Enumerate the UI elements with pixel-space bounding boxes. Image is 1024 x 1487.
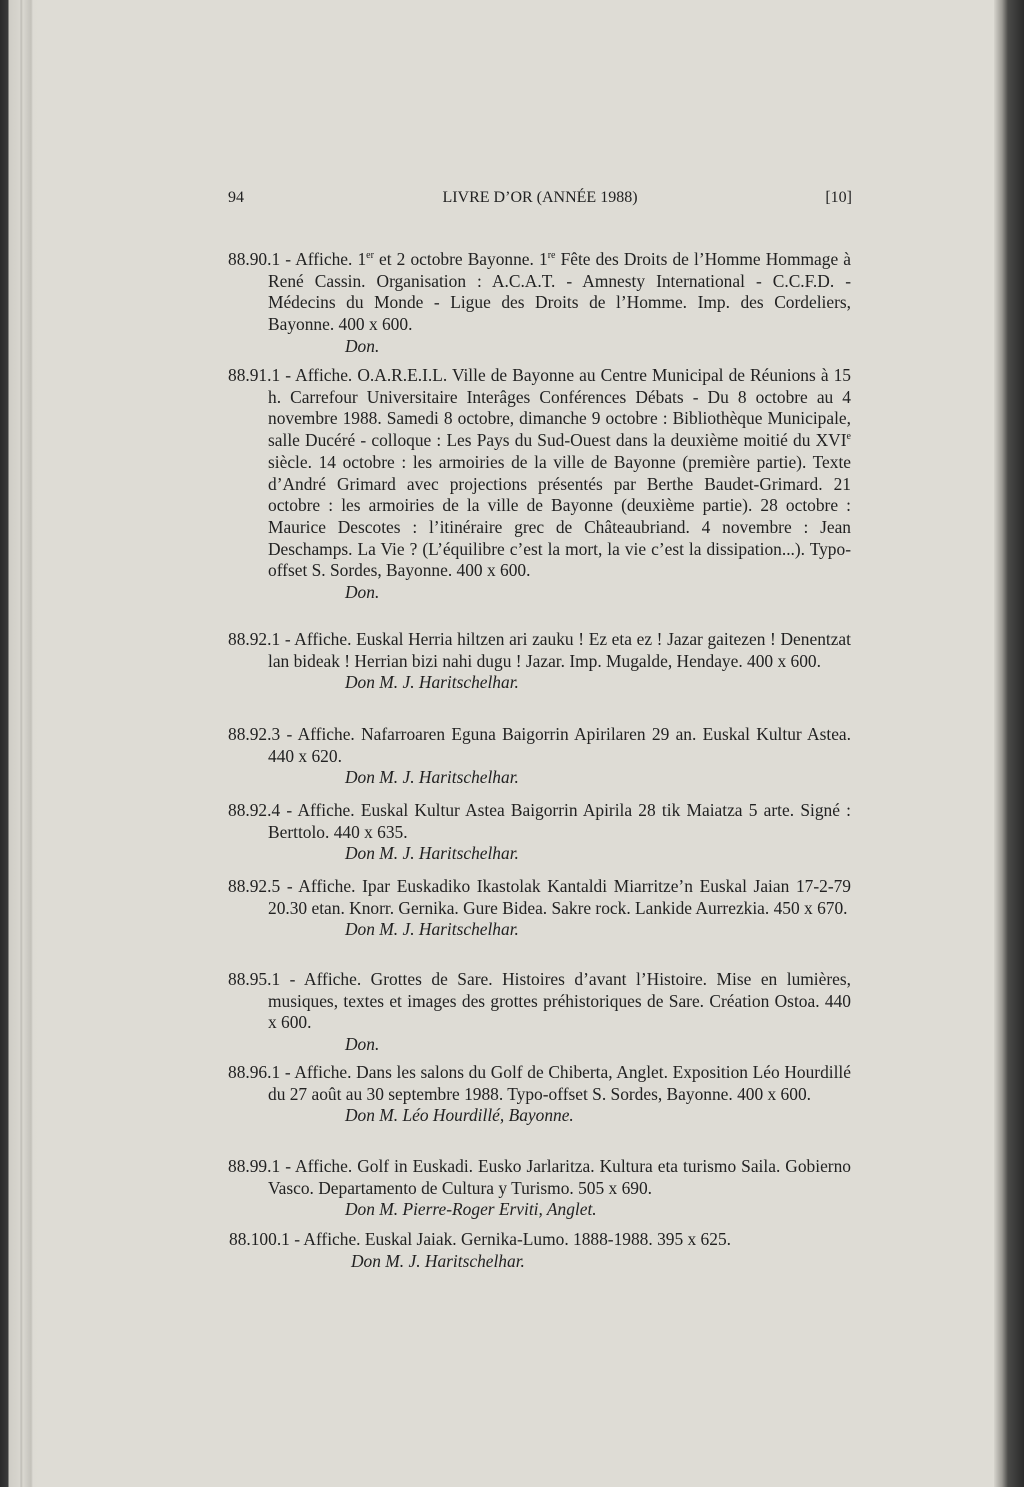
book-binding <box>0 0 40 1487</box>
entry-description: 88.92.1 - Affiche. Euskal Herria hiltzen ari zauku ! Ez eta ez ! Jazar gaitezen ! Denentzat lan bideak ! Herrian bizi nahi dugu ! Jazar. Imp. Mugalde, Hendaye. 400 x 600. <box>228 629 851 671</box>
catalogue-entry <box>228 1062 851 1127</box>
entry-description: 88.91.1 - Affiche. O.A.R.E.I.L. Ville de Bayonne au Centre Municipal de Réunions à 15 h. Carrefour Universitaire Interâges Conférences Débats - Du 8 octobre au 4 novembre 1988. Samedi 8 octobre, dimanche 9 octobre : Bibliothèque Municipale, salle Ducéré - colloque : Les Pays du Sud-Ouest dans la deuxième moitié du XVIe siècle. 14 octobre : les armoiries de la ville de Bayonne (première partie). Texte d’André Grimard avec projections présentés par Berthe Baudet-Grimard. 21 octobre : les armoiries de la ville de Bayonne (deuxième partie). 28 octobre : Maurice Descotes : l’itinéraire grec de Châteaubriand. 4 novembre : Jean Deschamps. La Vie ? (L’équilibre c’est la mort, la vie c’est la dissipation...). Typo-offset S. Sordes, Bayonne. 400 x 600. <box>228 365 851 581</box>
entry-donor: Don M. J. Haritschelhar. <box>351 1250 525 1271</box>
entry-donor: Don M. J. Haritschelhar. <box>345 672 519 693</box>
catalogue-entry <box>228 969 851 1056</box>
entry-donor: Don M. J. Haritschelhar. <box>345 843 519 864</box>
catalogue-entry <box>228 365 851 604</box>
entry-description: 88.95.1 - Affiche. Grottes de Sare. Histoires d’avant l’Histoire. Mise en lumières, musiques, textes et images des grottes préhistoriques de Sare. Création Ostoa. 440 x 600. <box>228 969 851 1033</box>
entry-description: 88.96.1 - Affiche. Dans les salons du Golf de Chiberta, Anglet. Exposition Léo Hourdillé du 27 août au 30 septembre 1988. Typo-offset S. Sordes, Bayonne. 400 x 600. <box>228 1062 851 1104</box>
page-title: LIVRE D’OR (ANNÉE 1988) <box>442 189 638 206</box>
entry-donor: Don M. J. Haritschelhar. <box>345 919 519 940</box>
entry-donor: Don. <box>345 1034 380 1055</box>
catalogue-entry <box>229 1229 852 1272</box>
entry-donor: Don M. Léo Hourdillé, Bayonne. <box>345 1105 574 1126</box>
catalogue-entry <box>228 249 851 358</box>
section-number: [10] <box>825 189 852 206</box>
entry-description: 88.92.4 - Affiche. Euskal Kultur Astea Baigorrin Apirila 28 tik Maiatza 5 arte. Signé : Berttolo. 440 x 635. <box>228 800 851 842</box>
entry-donor: Don M. J. Haritschelhar. <box>345 767 519 788</box>
entry-donor: Don. <box>345 335 380 356</box>
catalogue-entry <box>228 876 851 941</box>
entry-donor: Don. <box>345 582 380 603</box>
catalogue-entry <box>228 629 851 694</box>
entry-description: 88.100.1 - Affiche. Euskal Jaiak. Gernika-Lumo. 1888-1988. 395 x 625. <box>229 1229 731 1249</box>
superscript: er <box>366 250 374 261</box>
entry-description: 88.99.1 - Affiche. Golf in Euskadi. Eusko Jarlaritza. Kultura eta turismo Saila. Gobierno Vasco. Departamento de Cultura y Turismo. 505 x 690. <box>228 1156 851 1198</box>
superscript: re <box>547 250 556 261</box>
catalogue-entry <box>228 1156 851 1221</box>
page-edge <box>994 0 1024 1487</box>
catalogue-entry <box>228 724 851 789</box>
page-number: 94 <box>228 189 244 206</box>
entry-donor: Don M. Pierre-Roger Erviti, Anglet. <box>345 1199 597 1220</box>
entry-description: 88.90.1 - Affiche. 1er et 2 octobre Bayonne. 1re Fête des Droits de l’Homme Hommage à René Cassin. Organisation : A.C.A.T. - Amnesty International - C.C.F.D. - Médecins du Monde - Ligue des Droits de l’Homme. Imp. des Cordeliers, Bayonne. 400 x 600. <box>228 249 851 335</box>
superscript: e <box>846 431 851 443</box>
entry-description: 88.92.5 - Affiche. Ipar Euskadiko Ikastolak Kantaldi Miarritze’n Euskal Jaian 17-2-79 20.30 etan. Knorr. Gernika. Gure Bidea. Sakre rock. Lankide Aurrezkia. 450 x 670. <box>228 876 851 918</box>
catalogue-entry <box>228 800 851 865</box>
entry-description: 88.92.3 - Affiche. Nafarroaren Eguna Baigorrin Apirilaren 29 an. Euskal Kultur Astea. 440 x 620. <box>228 724 851 766</box>
